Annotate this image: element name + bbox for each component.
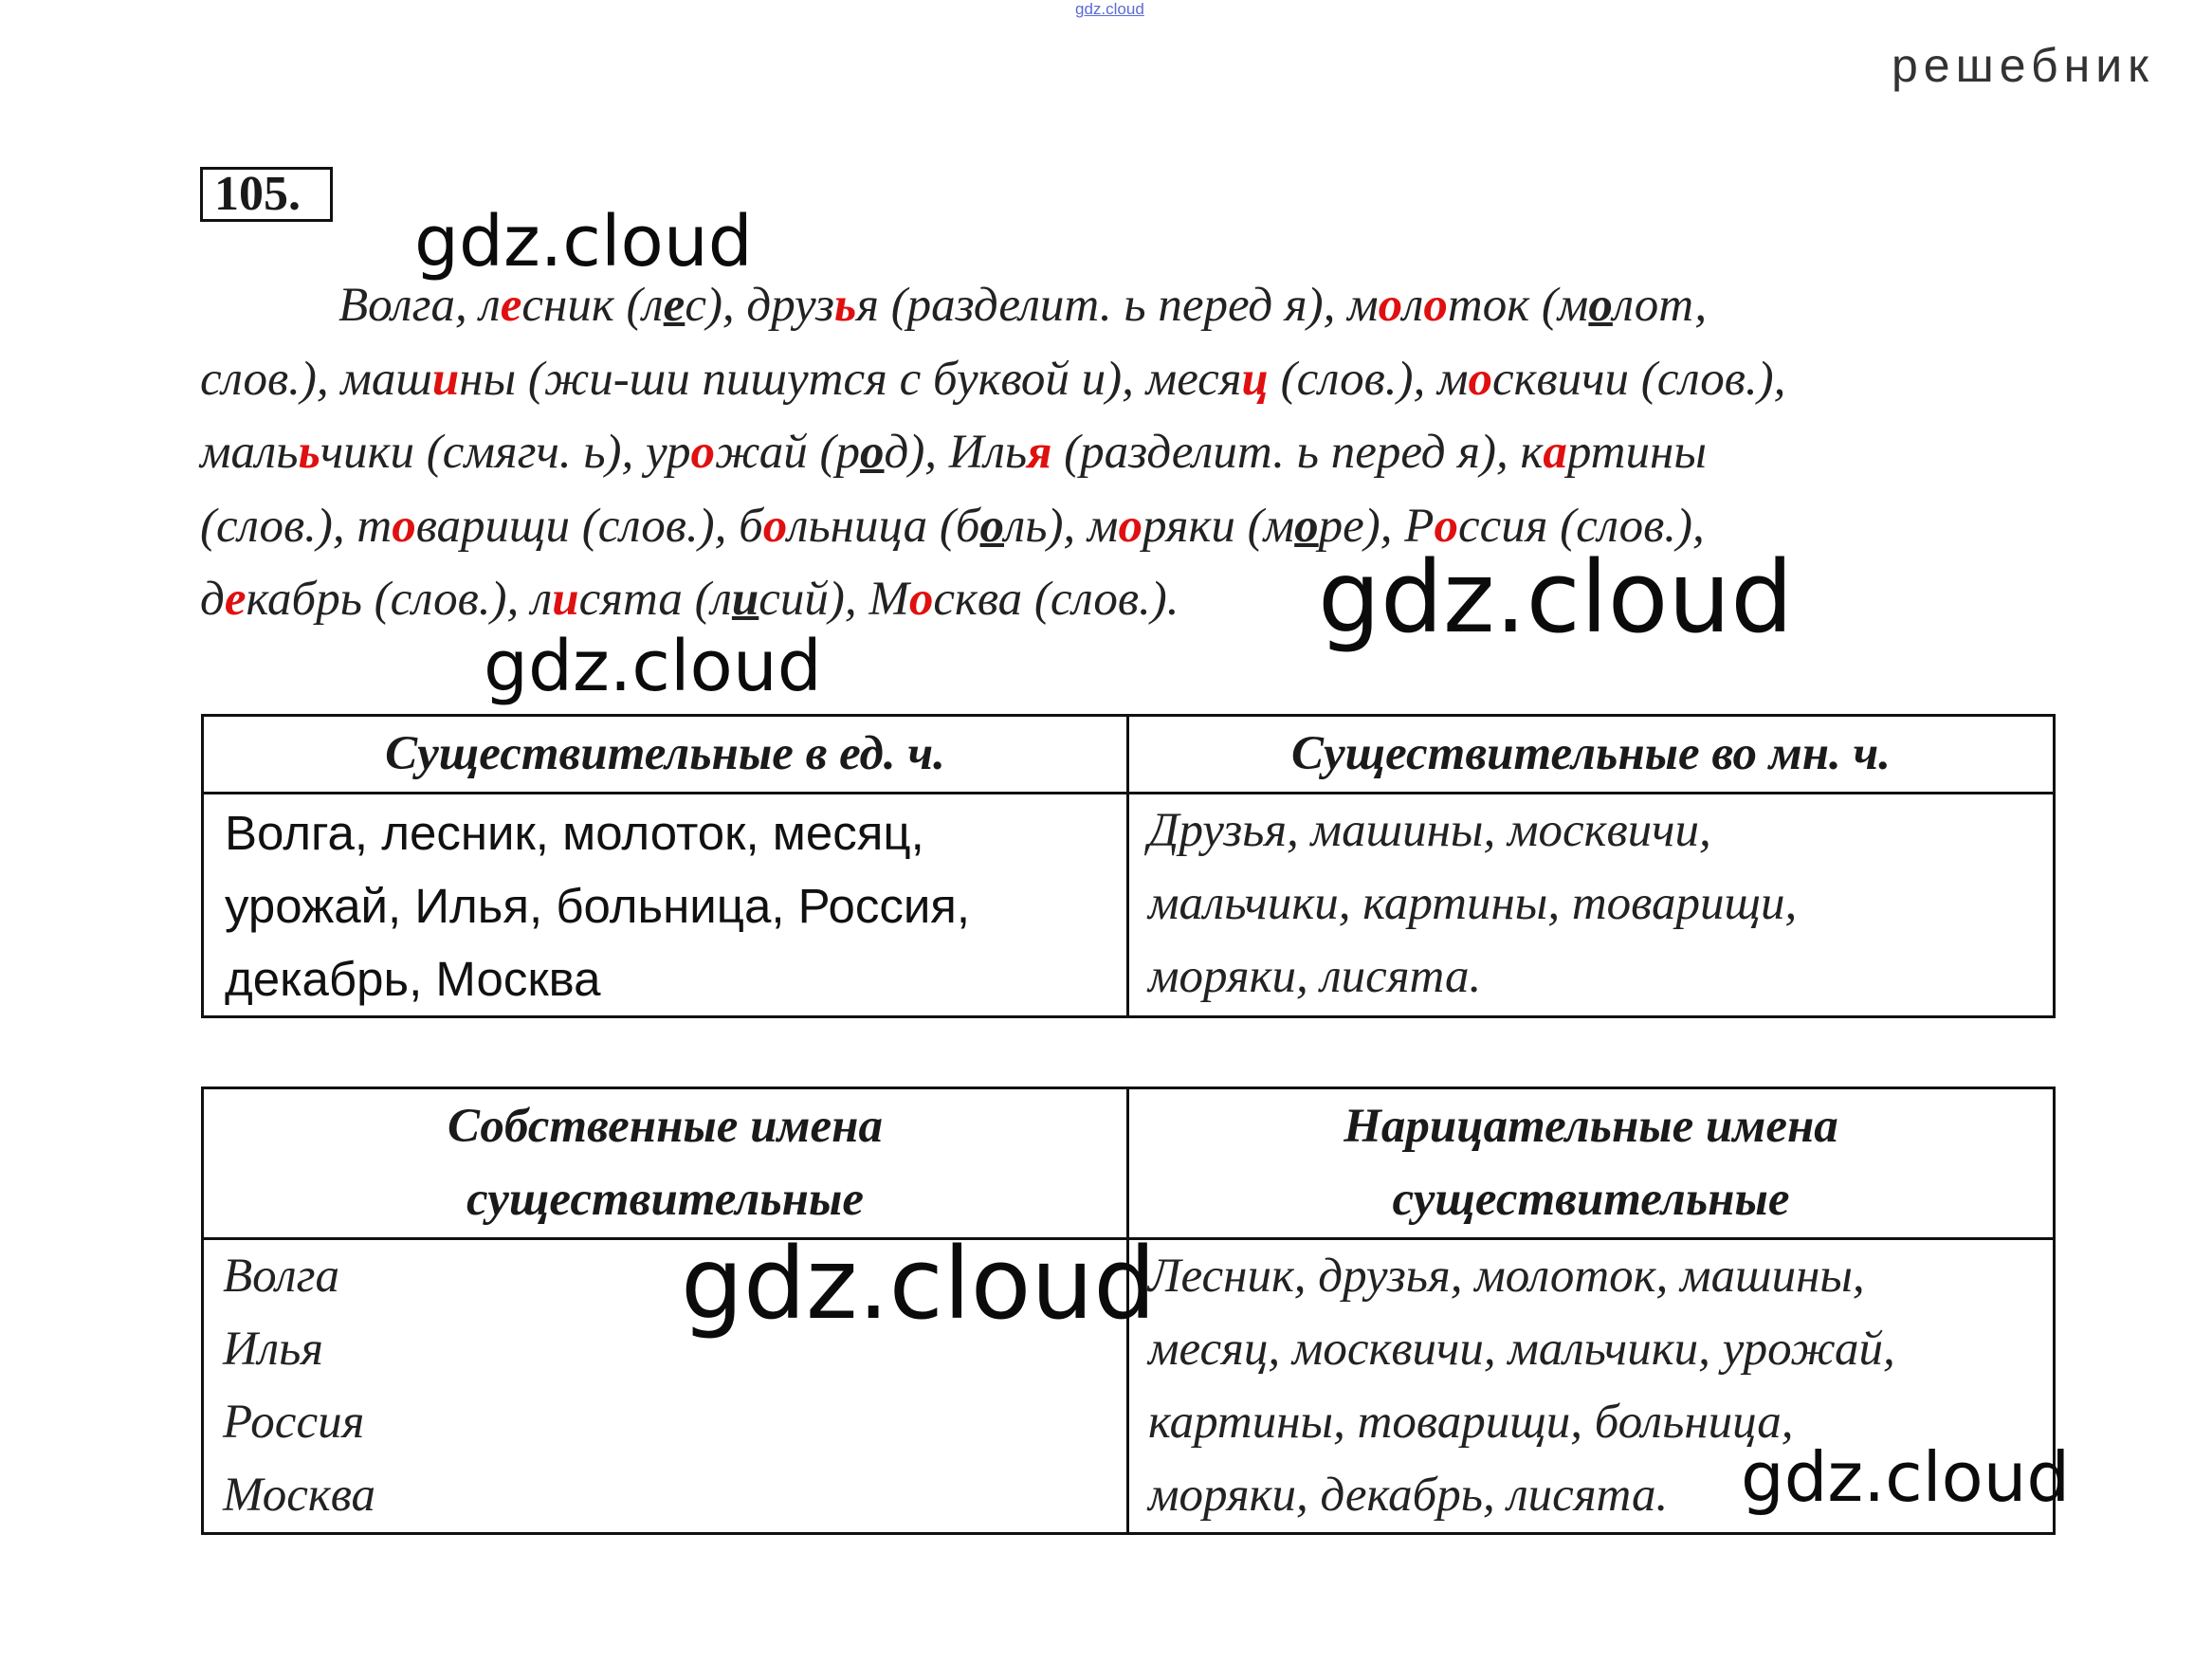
plural-cell <box>1128 794 2055 1017</box>
cell-line: декабрь, Москва <box>225 952 601 1006</box>
cell-line: Лесник, друзья, молоток, машины, <box>1148 1250 1865 1303</box>
text-fragment: ны (жи-ши пишутся с буквой и), меся <box>459 352 1242 406</box>
text-fragment: (слов.), м <box>1268 352 1469 406</box>
text-fragment: слов.), маш <box>200 352 432 406</box>
text-fragment: ртины <box>1566 426 1707 479</box>
highlighted-letter: ц <box>1241 352 1269 406</box>
text-fragment: ряки (м <box>1142 499 1295 553</box>
watermark: gdz.cloud <box>414 201 753 283</box>
underlined-letter: е <box>663 279 686 332</box>
cell-line: моряки, декабрь, лисята. <box>1148 1469 1669 1522</box>
task-number: 105. <box>200 167 333 222</box>
number-table <box>201 714 2056 1018</box>
highlighted-letter: ь <box>833 279 857 332</box>
underlined-letter: о <box>979 499 1004 553</box>
highlighted-letter: я <box>1027 426 1052 479</box>
cell-line: месяц, москвичи, мальчики, урожай, <box>1148 1323 1895 1376</box>
text-fragment: сята (л <box>578 573 732 626</box>
header-line: Нарицательные имена <box>1344 1100 1838 1153</box>
text-fragment: ре), Р <box>1318 499 1435 553</box>
highlighted-letter: о <box>1118 499 1143 553</box>
highlighted-letter: о <box>392 499 416 553</box>
highlighted-letter: ь <box>298 426 320 479</box>
passage-line <box>200 343 2087 417</box>
text-fragment: лот, <box>1612 279 1708 332</box>
passage-line <box>200 490 2087 564</box>
cell-line: Россия <box>223 1396 365 1449</box>
text-fragment: ток (м <box>1447 279 1589 332</box>
cell-line: моряки, лисята. <box>1148 950 1482 1003</box>
header-line: Собственные имена <box>448 1100 883 1153</box>
text-fragment: сква (слов.). <box>933 573 1179 626</box>
text-fragment: сквичи (слов.), <box>1492 352 1786 406</box>
text-fragment: с), друз <box>685 279 834 332</box>
highlighted-letter: е <box>224 573 247 626</box>
text-fragment: ссия (слов.), <box>1457 499 1705 553</box>
text-fragment: (слов.), т <box>200 499 393 553</box>
cell-line: урожай, Илья, больница, Россия, <box>225 879 971 933</box>
header-proper <box>203 1088 1128 1239</box>
header-plural: Существительные во мн. ч. <box>1128 716 2055 794</box>
underlined-letter: о <box>860 426 885 479</box>
text-fragment: кабрь (слов.), л <box>246 573 553 626</box>
text-fragment: сий), М <box>759 573 909 626</box>
corner-cropped-text: решебник <box>1892 39 2155 92</box>
passage-line <box>200 416 2087 490</box>
text-fragment: д), Иль <box>884 426 1028 479</box>
highlighted-letter: о <box>1434 499 1458 553</box>
highlighted-letter: о <box>690 426 716 479</box>
cell-line: картины, товарищи, больница, <box>1148 1396 1794 1449</box>
watermark: gdz.cloud <box>484 626 822 707</box>
text-fragment: сник (л <box>521 279 664 332</box>
highlighted-letter: е <box>500 279 522 332</box>
highlighted-letter: о <box>1468 352 1493 406</box>
text-fragment: маль <box>200 426 299 479</box>
top-watermark: gdz.cloud <box>1075 0 1144 18</box>
highlighted-letter: и <box>431 352 460 406</box>
highlighted-letter: и <box>552 573 579 626</box>
highlighted-letter: о <box>1378 279 1403 332</box>
cell-line: мальчики, картины, товарищи, <box>1148 877 1798 930</box>
cell-line: Илья <box>223 1323 323 1376</box>
cell-line: Волга, лесник, молоток, месяц, <box>225 806 924 860</box>
header-line: существительные <box>466 1173 864 1226</box>
text-fragment: Волга, л <box>338 279 501 332</box>
header-common <box>1128 1088 2055 1239</box>
header-singular: Существительные в ед. ч. <box>203 716 1128 794</box>
singular-cell <box>203 794 1128 1017</box>
text-fragment: варищи (слов.), б <box>415 499 763 553</box>
cell-line: Москва <box>223 1469 376 1522</box>
text-fragment: жай (р <box>715 426 861 479</box>
text-fragment: л <box>1402 279 1424 332</box>
text-fragment: д <box>200 573 225 626</box>
text-fragment: чики (смягч. ь), ур <box>320 426 691 479</box>
highlighted-letter: о <box>1423 279 1448 332</box>
watermark: gdz.cloud <box>681 1226 1157 1342</box>
text-fragment: ль), м <box>1004 499 1119 553</box>
text-fragment: я (разделит. ь перед я), м <box>856 279 1379 332</box>
underlined-letter: и <box>731 573 759 626</box>
underlined-letter: о <box>1294 499 1319 553</box>
highlighted-letter: а <box>1543 426 1567 479</box>
watermark: gdz.cloud <box>1318 539 1794 655</box>
text-fragment: льница (б <box>787 499 980 553</box>
underlined-letter: о <box>1588 279 1613 332</box>
exercise-passage <box>200 269 2087 637</box>
cell-line: Друзья, машины, москвичи, <box>1148 804 1711 857</box>
text-fragment: (разделит. ь перед я), к <box>1051 426 1544 479</box>
cell-line: Волга <box>223 1250 340 1303</box>
header-line: существительные <box>1392 1173 1790 1226</box>
highlighted-letter: о <box>908 573 934 626</box>
watermark: gdz.cloud <box>1741 1437 2071 1517</box>
highlighted-letter: о <box>762 499 788 553</box>
